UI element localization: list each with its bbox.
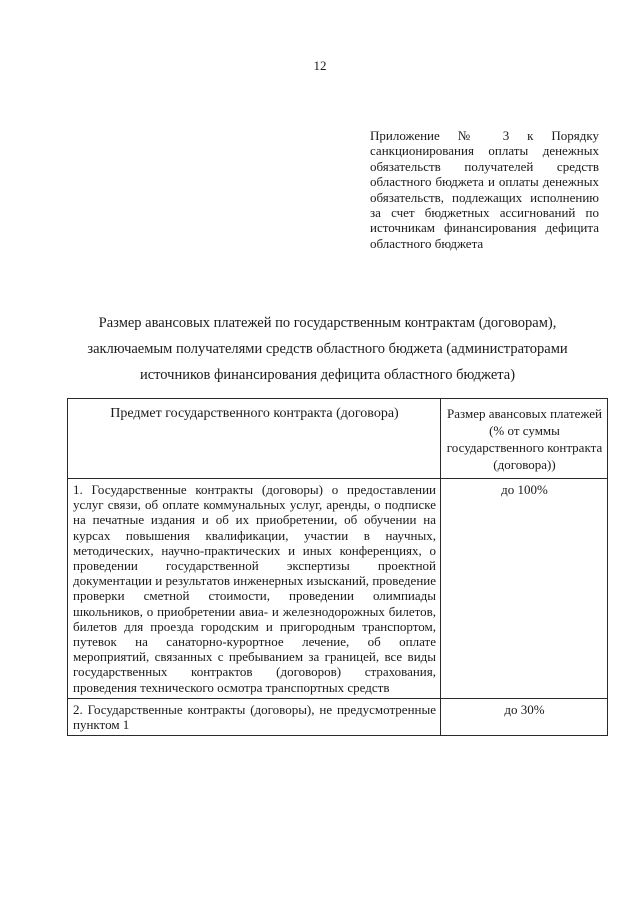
table-row [68,698,608,735]
page-number: 12 [313,58,327,73]
row-2-subject: 2. Государственные контракты (договоры), не предусмотренные пунктом 1 [68,698,441,735]
document-title [60,310,595,388]
row-2-size: до 30% [441,698,608,735]
table-row [68,479,608,699]
title-line-2: заключаемым получателями средств областного бюджета (администраторами [87,341,568,357]
title-line-1: Размер авансовых платежей по государственным контрактам (договорам), [98,315,557,331]
table-header-row [68,399,608,479]
appendix-note: Приложение № 3 к Порядку санкционирования оплаты денежных обязательств получателей средств областного бюджета и оплаты денежных обязательств, подлежащих исполнению за счет бюджетных ассигнований по источникам финансирования дефицита областного бюджета [370,128,599,251]
row-1-subject: 1. Государственные контракты (договоры) о предоставлении услуг связи, об оплате коммунальных услуг, аренды, о подписке на печатные издания и об их приобретении, об обучении на курсах повышения квалификации, участии в научных, методических, научно-практических и иных конференциях, о проведении государственной экспертизы проектной документации и результатов инженерных изысканий, проведение проверки сметной стоимости, проведении олимпиады школьников, о приобретении авиа- и железнодорожных билетов, билетов для проезда городским и пригородным транспортом, путевок на санаторно-курортное лечение, об оплате мероприятий, связанных с пребыванием за границей, все виды государственных контрактов (договоров) страхования, проведения технического осмотра транспортных средств [68,479,441,699]
header-subject: Предмет государственного контракта (договора) [68,399,441,479]
header-size: Размер авансовых платежей (% от суммы государственного контракта (договора)) [441,399,608,479]
title-line-3: источников финансирования дефицита областного бюджета) [139,367,516,383]
row-1-size: до 100% [441,479,608,699]
advance-payments-table [67,398,608,736]
